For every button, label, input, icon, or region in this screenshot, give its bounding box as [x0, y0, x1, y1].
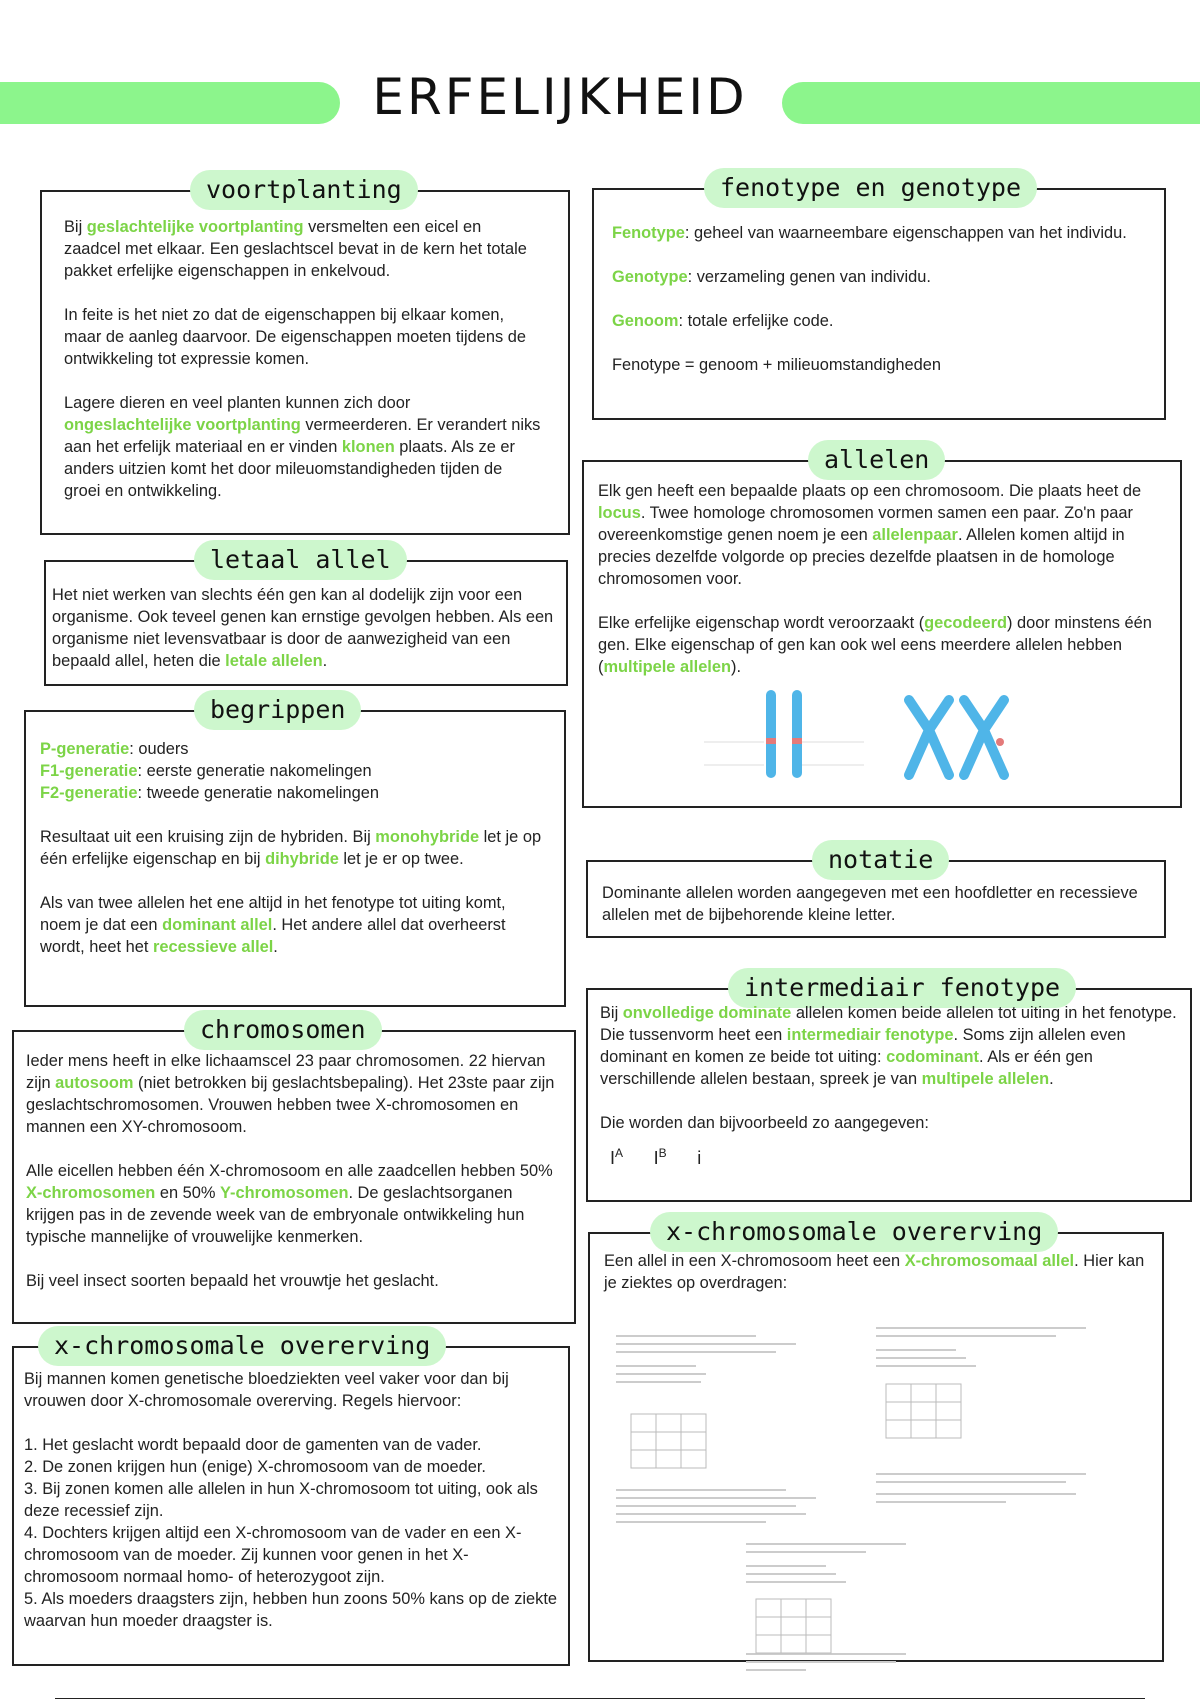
- highlighted-term: allelenpaar: [872, 526, 958, 544]
- section-allelen: [582, 445, 1182, 808]
- section-letaal-allel: [44, 545, 568, 686]
- section-title: x-chromosomale overerving: [38, 1326, 446, 1366]
- highlighted-term: klonen: [341, 438, 395, 456]
- section-x-chromosomale-overerving-right: [588, 1217, 1164, 1662]
- section-title: fenotype en genotype: [704, 168, 1037, 208]
- section-title: voortplanting: [190, 170, 418, 210]
- definition-line: F2-generatie: tweede generatie nakomelingen: [40, 784, 379, 802]
- highlighted-term: F2-generatie: [40, 784, 138, 802]
- allele-ib: $I^B$: [653, 1146, 667, 1168]
- section-title: notatie: [812, 840, 949, 880]
- paragraph: Dominante allelen worden aangegeven met een hoofdletter en recessieve allelen met de bijbehorende kleine letter.: [602, 884, 1138, 924]
- paragraph: Elke erfelijke eigenschap wordt veroorzaakt (gecodeerd) door minstens één gen. Elke eigenschap of gen kan ook wel eens meerdere allelen hebben (multipele allelen).: [598, 614, 1152, 676]
- allele-ia: $I^A$: [610, 1146, 624, 1168]
- highlighted-term: locus: [598, 504, 641, 522]
- paragraph: Het niet werken van slechts één gen kan al dodelijk zijn voor een organisme. Ook teveel genen kan ernstige gevolgen hebben. Als een organisme niet levensvatbaar is door de aanwezigheid van een bepaald allel, heten die letale allelen.: [52, 586, 554, 670]
- definition-line: Fenotype = genoom + milieuomstandigheden: [612, 356, 941, 374]
- section-title: begrippen: [194, 690, 361, 730]
- paragraph: Bij geslachtelijke voortplanting versmelten een eicel en zaadcel met elkaar. Een geslachtscel bevat in de kern het totale pakket erfelijke eigenschappen in enkelvoud.: [64, 218, 527, 280]
- highlighted-term: X-chromosomaal allel: [904, 1252, 1075, 1270]
- paragraph: Een allel in een X-chromosoom heet een X-chromosomaal allel. Hier kan je ziektes op overdragen:: [604, 1252, 1145, 1292]
- highlighted-term: codominant: [886, 1048, 979, 1066]
- paragraph: Bij veel insect soorten bepaald het vrouwtje het geslacht.: [26, 1272, 439, 1290]
- paragraph: Alle eicellen hebben één X-chromosoom en alle zaadcellen hebben 50% X-chromosomen en 50% Y-chromosomen. De geslachtsorganen krijgen pas in de zevende week van de embryonale ontwikkeling hun typische mannelijke of vrouwelijke kenmerken.: [26, 1162, 553, 1246]
- section-intermediair-fenotype: [586, 973, 1192, 1202]
- page-title: ERFELIJKHEID: [372, 68, 748, 126]
- footer-divider: [55, 1698, 1145, 1699]
- paragraph: In feite is het niet zo dat de eigenschappen bij elkaar komen, maar de aanleg daarvoor. De eigenschappen moeten tijdens de ontwikkeling tot expressie komen.: [64, 306, 526, 368]
- highlighted-term: ongeslachtelijke voortplanting: [64, 416, 301, 434]
- highlighted-term: X-chromosomen: [26, 1184, 156, 1202]
- highlighted-term: multipele allelen: [603, 658, 731, 676]
- section-title: intermediair fenotype: [728, 968, 1076, 1008]
- highlighted-term: Fenotype: [612, 224, 685, 242]
- rule-item: 4. Dochters krijgen altijd een X-chromosoom van de vader en een X-chromosoom van de moeder. Zij kunnen voor genen in het X-chromosoom normaal homo- of heterozygoot zijn.: [24, 1524, 522, 1586]
- section-title: chromosomen: [184, 1010, 382, 1050]
- highlighted-term: autosoom: [55, 1074, 134, 1092]
- inheritance-example-thumbnail: [606, 1314, 1146, 1674]
- highlighted-term: multipele allelen: [921, 1070, 1050, 1088]
- highlighted-term: Genoom: [612, 312, 679, 330]
- definition-line: Genotype: verzameling genen van individu.: [612, 268, 931, 286]
- highlighted-term: F1-generatie: [40, 762, 138, 780]
- section-chromosomen: [12, 1015, 576, 1324]
- section-fenotype-genotype: [592, 173, 1166, 420]
- definition-line: F1-generatie: eerste generatie nakomelingen: [40, 762, 372, 780]
- highlighted-term: monohybride: [375, 828, 480, 846]
- rule-item: 2. De zonen krijgen hun (enige) X-chromosoom van de moeder.: [24, 1458, 486, 1476]
- section-title: allelen: [808, 440, 945, 480]
- section-title: x-chromosomale overerving: [650, 1212, 1058, 1252]
- rule-item: 1. Het geslacht wordt bepaald door de gamenten van de vader.: [24, 1436, 482, 1454]
- paragraph: Elk gen heeft een bepaalde plaats op een chromosoom. Die plaats heet de locus. Twee homologe chromosomen vormen samen een paar. Zo'n paar overeenkomstige genen noem je een allelenpaar. Allelen komen altijd in precies dezelfde volgorde op precies dezelfde plaatsen in de homologe chromosomen voor.: [598, 482, 1142, 588]
- section-voortplanting: [40, 175, 570, 535]
- rule-item: 3. Bij zonen komen alle allelen in hun X-chromosoom tot uiting, ook als deze recessief zijn.: [24, 1480, 538, 1520]
- highlighted-term: Y-chromosomen: [220, 1184, 349, 1202]
- title-bar-left: [0, 82, 340, 124]
- title-bar-right: [782, 82, 1200, 124]
- highlighted-term: dominant allel: [162, 916, 273, 934]
- paragraph: Lagere dieren en veel planten kunnen zich door ongeslachtelijke voortplanting vermeerderen. Er verandert niks aan het erfelijk materiaal en er vinden klonen plaats. Als ze er anders uitzien komt het door mileuomstandigheden tijden de groei en ontwikkeling.: [64, 394, 541, 500]
- chromosome-illustration: [664, 680, 1084, 800]
- paragraph: Als van twee allelen het ene altijd in het fenotype tot uiting komt, noem je dat een dominant allel. Het andere allel dat overheerst wordt, heet het recessieve allel.: [40, 894, 506, 956]
- paragraph: Die worden dan bijvoorbeeld zo aangegeven:: [600, 1114, 929, 1132]
- paragraph: Resultaat uit een kruising zijn de hybriden. Bij monohybride let je op één erfelijke eigenschap en bij dihybride let je er op twee.: [40, 828, 542, 868]
- highlighted-term: dihybride: [265, 850, 339, 868]
- definition-line: Genoom: totale erfelijke code.: [612, 312, 834, 330]
- allele-notation: [600, 1142, 1180, 1170]
- section-x-chromosomale-overerving-left: [12, 1331, 570, 1666]
- highlighted-term: P-generatie: [40, 740, 130, 758]
- definition-line: Fenotype: geheel van waarneembare eigenschappen van het individu.: [612, 224, 1127, 242]
- paragraph: Ieder mens heeft in elke lichaamscel 23 paar chromosomen. 22 hiervan zijn autosoom (niet betrokken bij geslachtsbepaling). Het 23ste paar zijn geslachtschromosomen. Vrouwen hebben twee X-chromosomen en mannen een XY-chromosoom.: [26, 1052, 555, 1136]
- paragraph: Bij mannen komen genetische bloedziekten veel vaker voor dan bij vrouwen door X-chromosomale overerving. Regels hiervoor:: [24, 1370, 509, 1410]
- highlighted-term: recessieve allel: [152, 938, 274, 956]
- highlighted-term: gecodeerd: [924, 614, 1008, 632]
- section-notatie: [586, 845, 1166, 938]
- highlighted-term: letale allelen: [225, 652, 323, 670]
- section-begrippen: [24, 695, 566, 1007]
- section-title: letaal allel: [194, 540, 407, 580]
- highlighted-term: Genotype: [612, 268, 688, 286]
- definition-line: P-generatie: ouders: [40, 740, 189, 758]
- highlighted-term: onvolledige dominate: [622, 1004, 792, 1022]
- allele-i: i: [697, 1148, 702, 1168]
- paragraph: Bij onvolledige dominate allelen komen beide allelen tot uiting in het fenotype. Die tussenvorm heet een intermediair fenotype. Soms zijn allelen even dominant en komen ze beide tot uiting: codominant. Als er één gen verschillende allelen bestaan, spreek je van multipele allelen.: [600, 1004, 1177, 1088]
- highlighted-term: geslachtelijke voortplanting: [86, 218, 304, 236]
- rule-item: 5. Als moeders draagsters zijn, hebben hun zoons 50% kans op de ziekte waarvan hun moeder draagster is.: [24, 1590, 558, 1630]
- highlighted-term: intermediair fenotype: [786, 1026, 954, 1044]
